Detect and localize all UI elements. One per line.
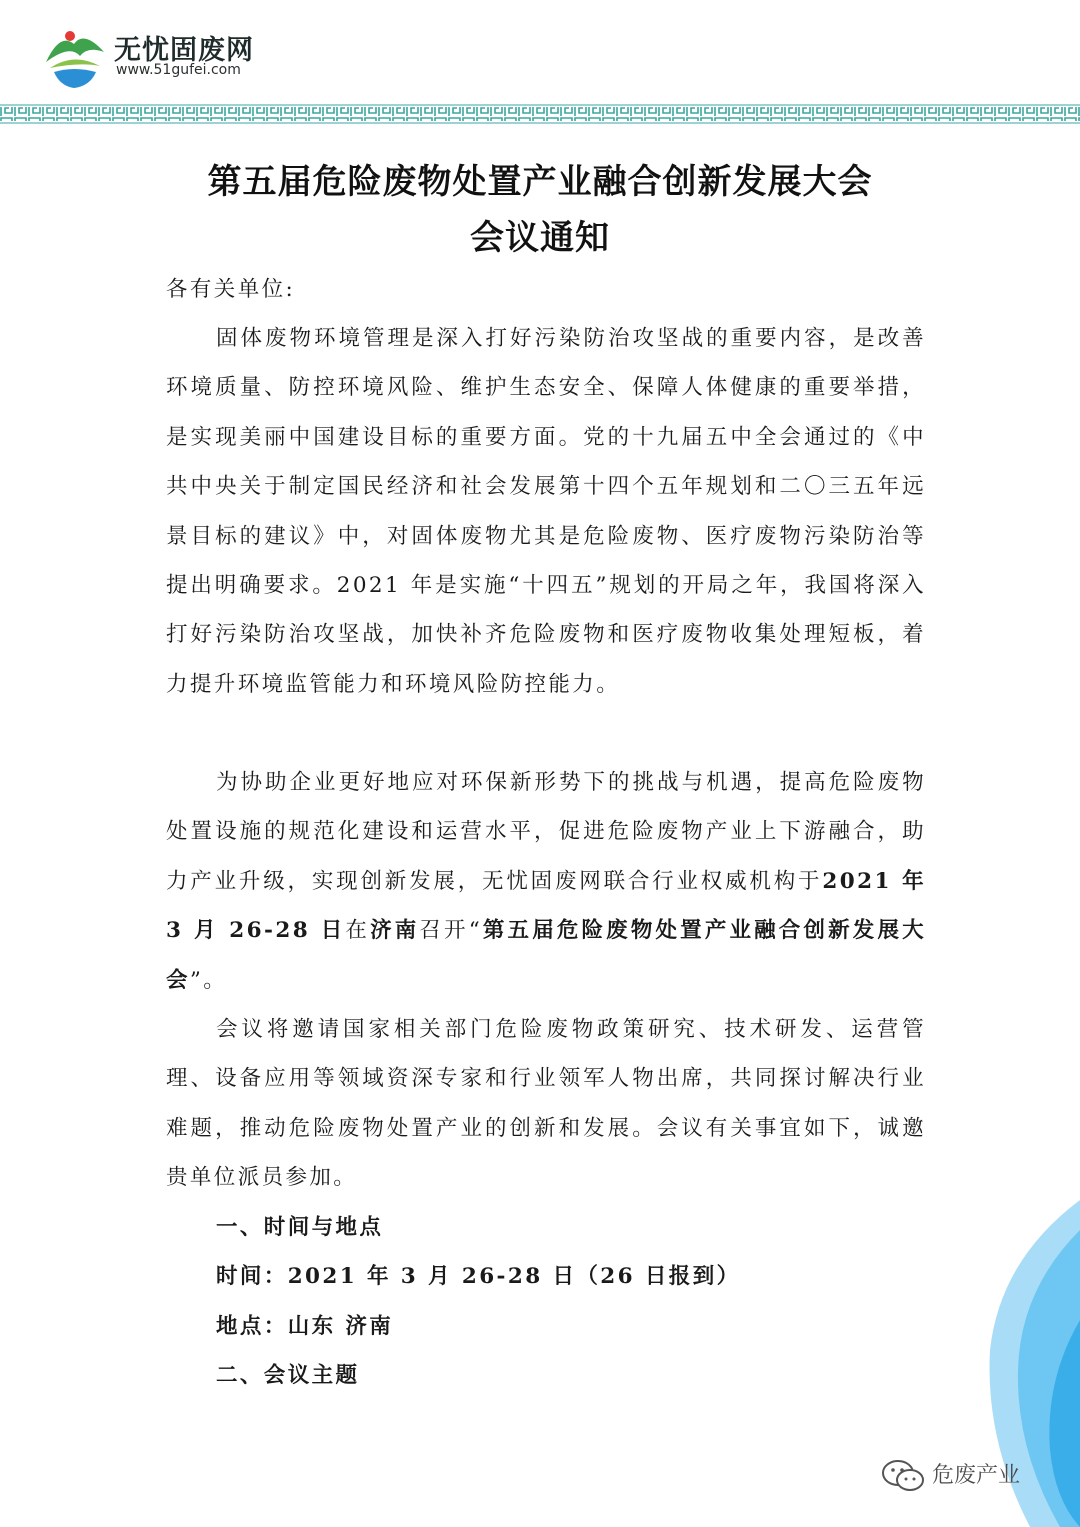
meeting-city: 济南 [370, 918, 420, 944]
paragraph-2-text-a: 为协助企业更好地应对环保新形势下的挑战与机遇，提高危险废物处置设施的规范化建设和运营水平，促进危险废物产业上下游融合，助力产业升级，实现创新发展，无忧固废网联合行业权威机构于 [166, 770, 926, 894]
watermark [880, 1458, 1020, 1494]
watermark-text: 危废产业 [932, 1463, 1021, 1488]
place-line: 地点：山东 济南 [216, 1314, 394, 1339]
paragraph-2 [166, 758, 926, 1005]
wechat-icon [880, 1458, 926, 1494]
document-title: 第五届危险废物处置产业融合创新发展大会 [207, 162, 873, 202]
document-subtitle: 会议通知 [470, 218, 610, 258]
paragraph-3: 会议将邀请国家相关部门危险废物政策研究、技术研发、运营管理、设备应用等领域资深专家和行业领军人物出席，共同探讨解决行业难题，推动危险废物处置产业的创新和发展。会议有关事宜如下，诚邀贵单位派员参加。 [166, 1017, 926, 1191]
section-heading-theme: 二、会议主题 [216, 1363, 360, 1388]
salutation: 各有关单位: [166, 277, 296, 302]
decorative-border [0, 103, 1080, 125]
site-name: 无忧固废网 [114, 35, 254, 66]
paragraph-2-text-d: ”。 [189, 967, 228, 993]
paragraph-2-text-b: 在 [345, 918, 371, 944]
meeting-dates: 2021 年 3 月 26-28 日 [166, 868, 926, 944]
meeting-name: 第五届危险废物处置产业融合创新发展大会 [166, 918, 927, 993]
paragraph-1: 固体废物环境管理是深入打好污染防治攻坚战的重要内容，是改善环境质量、防控环境风险、维护生态安全、保障人体健康的重要举措，是实现美丽中国建设目标的重要方面。党的十九届五中全会通过的《中共中央关于制定国民经济和社会发展第十四个五年规划和二〇三五年远景目标的建议》中，对固体废物尤其是危险废物、医疗废物污染防治等提出明确要求。2021 年是实施“十四五”规划的开局之年，我国将深入打好污染防治攻坚战，加快补齐危险废物和医疗废物收集处理短板，着力提升环境监管能力和环境风险防控能力。 [166, 326, 926, 697]
logo-icon [40, 22, 108, 90]
site-url: www.51gufei.com [116, 62, 241, 78]
section-heading-time-place: 一、时间与地点 [216, 1215, 384, 1240]
time-line: 时间：2021 年 3 月 26-28 日（26 日报到） [216, 1264, 741, 1289]
paragraph-2-text-c: 召开“ [419, 918, 483, 944]
site-header [40, 18, 440, 93]
